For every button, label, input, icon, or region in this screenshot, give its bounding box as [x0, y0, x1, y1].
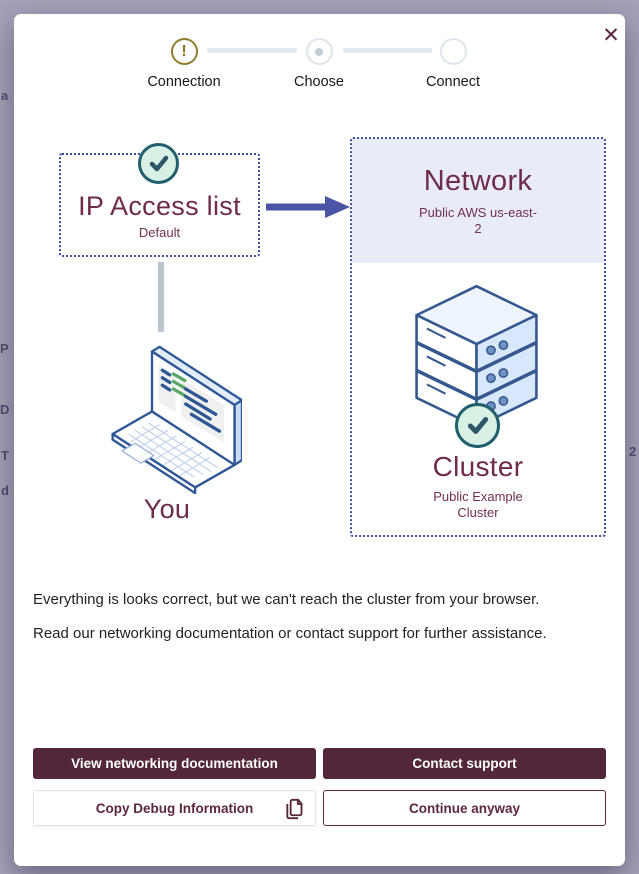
copy-icon — [284, 797, 304, 821]
backdrop-text-fragment: D — [0, 402, 10, 417]
cluster-subtitle: Public Example Cluster — [433, 489, 523, 520]
backdrop-text-fragment: a — [1, 88, 9, 103]
check-icon — [138, 143, 179, 184]
stepper-step-label: Connect — [425, 74, 480, 90]
stepper-step-label: Choose — [294, 74, 344, 90]
stepper-step-connect[interactable] — [378, 38, 528, 90]
warning-icon: ! — [171, 38, 198, 65]
laptop-icon — [92, 344, 242, 494]
ip-access-list-title: IP Access list — [78, 191, 241, 221]
view-networking-documentation-button[interactable]: View networking documentation — [33, 748, 316, 779]
step-current-icon — [306, 38, 333, 65]
backdrop-text-fragment: P — [0, 341, 9, 356]
backdrop-text-fragment: d — [1, 483, 9, 498]
stepper-step-label: Connection — [147, 74, 221, 90]
ip-access-list-subtitle: Default — [138, 225, 181, 240]
ip-access-list-box — [59, 153, 260, 257]
stepper-step-choose[interactable] — [244, 38, 394, 90]
continue-anyway-button[interactable]: Continue anyway — [323, 790, 606, 826]
stepper-step-connection[interactable] — [109, 38, 259, 90]
backdrop-text-fragment: T — [1, 448, 9, 463]
close-icon: ✕ — [602, 24, 620, 47]
close-button[interactable] — [597, 22, 625, 50]
connector-line — [158, 262, 164, 332]
arrow-right-icon — [264, 194, 352, 220]
network-header — [352, 139, 604, 263]
you-label: You — [143, 494, 191, 524]
contact-support-button[interactable]: Contact support — [323, 748, 606, 779]
cluster-title: Cluster — [432, 451, 524, 482]
network-title: Network — [423, 165, 533, 197]
status-message: Everything is looks correct, but we can't reach the cluster from your browser. — [33, 591, 540, 608]
network-subtitle: Public AWS us-east-2 — [419, 205, 538, 236]
network-box — [350, 137, 606, 537]
copy-debug-information-button[interactable]: Copy Debug Information — [33, 790, 316, 826]
backdrop-text-fragment: 2 — [629, 444, 637, 459]
step-upcoming-icon — [440, 38, 467, 65]
check-icon — [455, 403, 500, 448]
help-message: Read our networking documentation or contact support for further assistance. — [33, 625, 547, 642]
connection-troubleshoot-modal — [14, 14, 625, 866]
